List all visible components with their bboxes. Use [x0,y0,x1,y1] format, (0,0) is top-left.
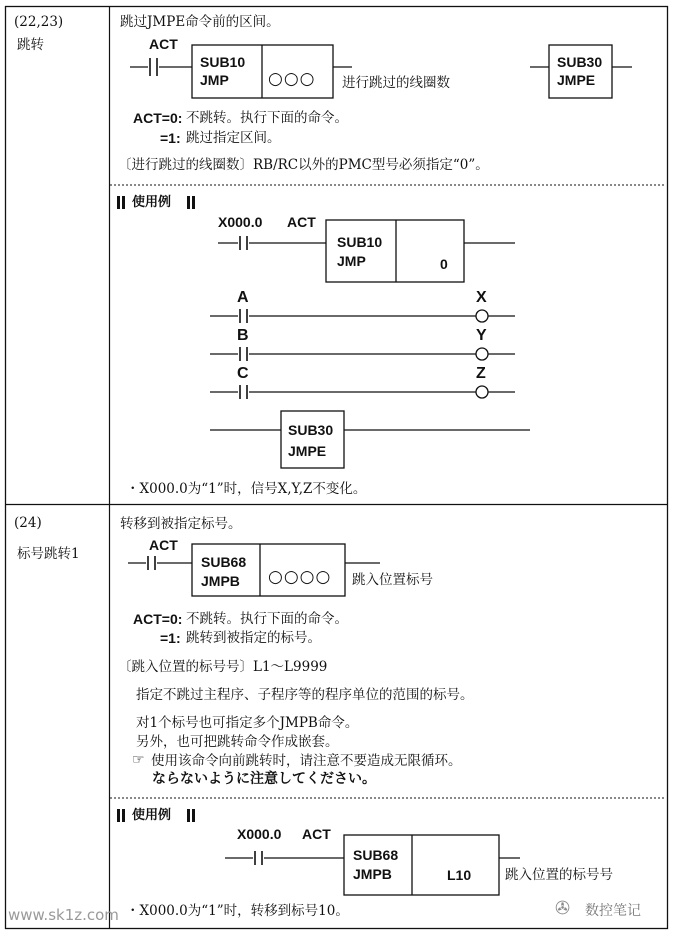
fn-mnemonic-jmpe: JMPE [557,72,596,88]
ex2-note: ・X000.0为“1”时，转移到标号10。 [126,903,349,919]
example-title-2: 使用例 [132,808,172,823]
section2-name: 标号跳转1 [17,546,80,562]
param-note-2: 跳入位置标号 [352,572,433,588]
contact-label-b: B [237,327,249,344]
contact-label-c: C [237,365,249,382]
fn-name-sub68: SUB68 [201,554,247,570]
param-placeholder: ○○○ [268,69,316,89]
act1-text: 跳过指定区间。 [186,130,281,146]
fn-name-sub10: SUB10 [200,54,246,70]
act0-text: 不跳转。执行下面的命令。 [186,110,348,126]
coil-x [476,310,488,322]
section1-name: 跳转 [17,37,44,53]
coil-label-z: Z [476,365,486,382]
section1-description: 跳过JMPE命令前的区间。 [120,14,280,30]
scope-note: 指定不跳过主程序、子程序等的程序单位的范围的标号。 [136,687,474,703]
ex-jmpe-box [281,411,344,468]
ex2-input-address: X000.0 [237,826,282,842]
act1-text-2: 跳转到被指定的标号。 [186,630,321,646]
label-range-note: 〔跳入位置的标号号〕L1～L9999 [118,659,328,675]
act0-text-2: 不跳转。执行下面的命令。 [186,611,348,627]
warning-note: 使用该命令向前跳转时，请注意不要造成无限循环。 [151,753,462,769]
coil-label-y: Y [476,327,487,344]
section2-description: 转移到被指定标号。 [120,516,242,532]
act1-label: =1: [160,130,181,146]
section1-id: (22,23) [14,14,64,30]
act-label: ACT [149,36,178,52]
ex-jmpb-box [344,835,499,895]
ex2-fn-mnemonic-jmpb: JMPB [353,866,392,882]
ex-fn-name-sub10: SUB10 [337,234,383,250]
ex-fn-name-sub30: SUB30 [288,422,334,438]
ex-fn-mnemonic-jmp: JMP [337,253,366,269]
coil-z [476,386,488,398]
ex2-param-note: 跳入位置的标号号 [505,867,613,883]
act0-label-2: ACT=0: [133,611,183,627]
coil-y [476,348,488,360]
ex-jmp-box [326,220,464,282]
watermark-site: www.sk1z.com [8,906,119,924]
ex-act-label: ACT [287,214,316,230]
ex-fn-mnemonic-jmpe: JMPE [288,443,327,459]
pointing-hand-icon: ☞ [132,752,145,768]
wechat-icon: ✇ [555,898,571,919]
fn-mnemonic-jmpb: JMPB [201,573,240,589]
contact-label-a: A [237,289,249,306]
param-note: 进行跳过的线圈数 [342,75,450,91]
ex2-param-value: L10 [447,867,472,883]
act0-label: ACT=0: [133,110,183,126]
multi-jump-note: 对1个标号也可指定多个JMPB命令。 [136,715,359,731]
ex-param-value: 0 [440,256,448,272]
nesting-note: 另外，也可把跳转命令作成嵌套。 [136,734,339,750]
fn-name-sub30: SUB30 [557,54,603,70]
coil-count-note: 〔进行跳过的线圈数〕RB/RC以外的PMC型号必须指定“0”。 [118,157,489,173]
act1-label-2: =1: [160,630,181,646]
example-badge-bar [117,196,120,209]
act-label-2: ACT [149,537,178,553]
param-placeholder-2: ○○○○ [268,567,332,587]
watermark-brand: 数控笔记 [585,903,641,919]
ex-input-address: X000.0 [218,214,263,230]
ex2-fn-name-sub68: SUB68 [353,847,399,863]
ex2-act-label: ACT [302,826,331,842]
coil-label-x: X [476,289,487,306]
japanese-caution: ならないように注意してください。 [152,771,376,787]
section2-id: (24) [14,515,42,531]
example-title: 使用例 [132,195,172,210]
fn-mnemonic-jmp: JMP [200,72,229,88]
ex-note: ・X000.0为“1”时，信号X,Y,Z不变化。 [126,481,367,497]
